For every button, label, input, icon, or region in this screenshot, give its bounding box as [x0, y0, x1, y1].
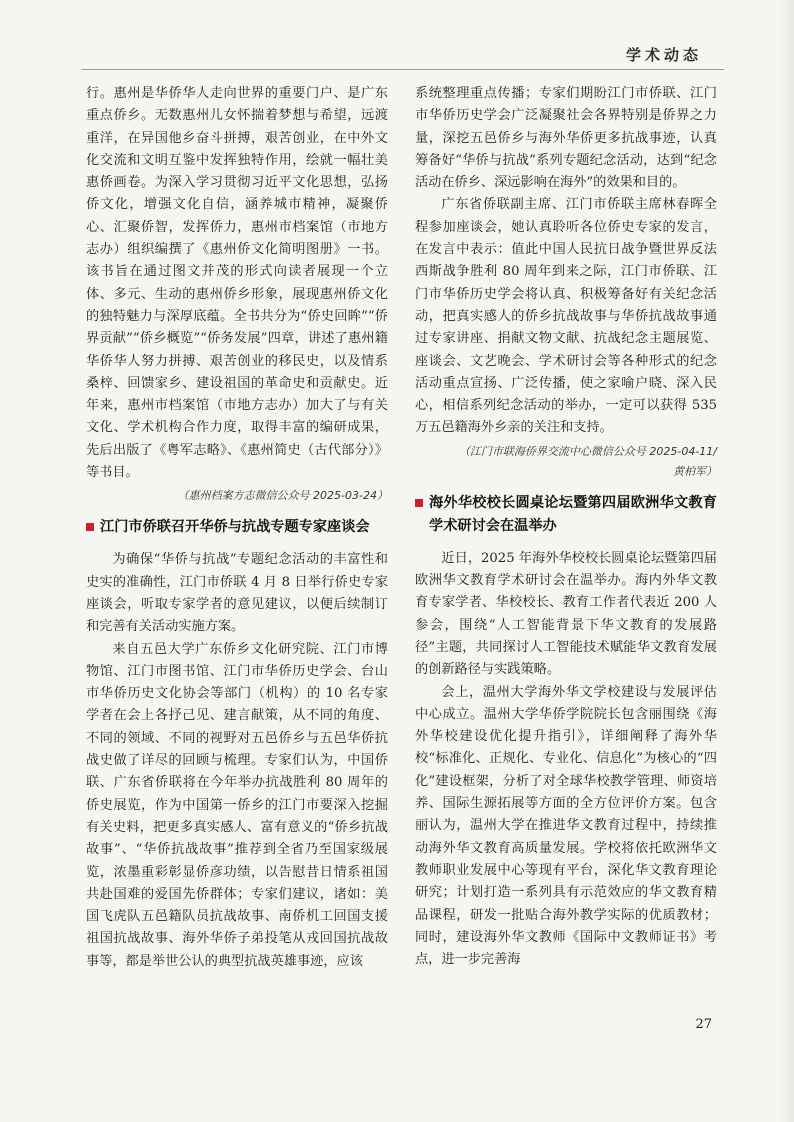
left-column	[86, 83, 388, 973]
article-paragraph: 会上，温州大学海外华文学校建设与发展评估中心成立。温州大学华侨学院院长包含丽围绕《海外华校建设优化提升指引》，详细阐释了海外华校“标准化、正规化、专业化、信息化”为核心的“四化”建设框架，分析了对全球华校教学管理、师资培养、国际生源拓展等方面的全方位评价方案。包含丽认为，温州大学在推进华文教育过程中，持续推动海外华文教育高质量发展。学校将依托欧洲华文教师职业发展中心等现有平台，深化华文教育理论研究；计划打造一系列具有示范效应的华文教育精品课程，研发一批贴合海外教学实际的优质教材；同时，建设海外华文教师《国际中文教师证书》考点，进一步完善海	[415, 684, 717, 968]
header-divider	[82, 69, 724, 70]
article-paragraph: 为确保“华侨与抗战”专题纪念活动的丰富性和史实的准确性，江门市侨联 4 月 8 日举行侨史专家座谈会，听取专家学者的意见建议，以便后续制订和完善有关活动实施方案。	[86, 552, 388, 635]
article-source-citation: （江门市联海侨界交流中心微信公众号 2025-04-11/	[458, 444, 717, 458]
article-heading-overseas-schools	[415, 492, 717, 538]
article-heading-jiangmen	[86, 516, 388, 539]
intro-source-citation: （惠州档案方志微信公众号 2025-03-24）	[177, 489, 388, 503]
page-number: 27	[695, 1017, 712, 1032]
heading-square-icon	[415, 499, 423, 507]
article-source-author: 黄柏军）	[673, 464, 717, 478]
section-header-title: 学术动态	[625, 46, 702, 64]
intro-paragraph: 行。惠州是华侨华人走向世界的重要门户、是广东重点侨乡。无数惠州儿女怀揣着梦想与希望，远渡重洋，在异国他乡奋斗拼搏，艰苦创业，在中外文化交流和文明互鉴中发挥独特作用，绘就一幅壮美惠侨画卷。为深入学习贯彻习近平文化思想，弘扬侨文化，增强文化自信，涵养城市精神，凝聚侨心、汇聚侨智，发挥侨力，惠州市档案馆（市地方志办）组织编撰了《惠州侨文化简明图册》一书。该书旨在通过图文并茂的形式向读者展现一个立体、多元、生动的惠州侨乡形象，展现惠州侨文化的独特魅力与深厚底蕴。全书共分为“侨史回眸”“侨界贡献”“侨乡概览”“侨务发展”四章，讲述了惠州籍华侨华人努力拼搏、艰苦创业的移民史，以及情系桑梓、回馈家乡、建设祖国的革命史和贡献史。近年来，惠州市档案馆（市地方志办）加大了与有关文化、学术机构合作力度，取得丰富的编研成果，先后出版了《粤军志略》、《惠州简史（古代部分）》等书目。	[86, 86, 388, 481]
article-paragraph-continued: 系统整理重点传播；专家们期盼江门市侨联、江门市华侨历史学会广泛凝聚社会各界特别是侨界之力量，深挖五邑侨乡与海外华侨更多抗战事迹，认真筹备好“华侨与抗战”系列专题纪念活动，达到“纪念活动在侨乡、深远影响在海外”的效果和目的。	[415, 86, 717, 191]
article-paragraph: 来自五邑大学广东侨乡文化研究院、江门市博物馆、江门市图书馆、江门市华侨历史学会、台山市华侨历史文化协会等部门（机构）的 10 名专家学者在会上各抒己见、建言献策，从不同的角度、不同的领域、不同的视野对五邑侨乡与五邑华侨抗战史做了详尽的回顾与梳理。专家们认为，中国侨联、广东省侨联将在今年举办抗战胜利 80 周年的侨史展览，作为中国第一侨乡的江门市要深入挖掘有关史料，把更多真实感人、富有意义的“侨乡抗战故事”、“华侨抗战故事”推荐到全省乃至国家级展览，浓墨重彩彰显侨彦功绩，以告慰昔日情系祖国共赴国难的爱国先侨群体；专家们建议，诸如：美国飞虎队五邑籍队员抗战故事、南侨机工回国支援祖国抗战故事、海外华侨子弟投笔从戎回国抗战故事等，都是举世公认的典型抗战英雄事迹，应该	[86, 641, 388, 969]
article-heading-text: 江门市侨联召开华侨与抗战专题专家座谈会	[100, 519, 370, 536]
article-paragraph: 近日，2025 年海外华校校长圆桌论坛暨第四届欧洲华文教育学术研讨会在温举办。海内外华文教育专家学者、华校校长、教育工作者代表近 200 人参会，围绕“人工智能背景下华文教育的发展路径”主题，共同探讨人工智能技术赋能华文教育发展的创新路径与实践策略。	[415, 550, 717, 678]
heading-square-icon	[86, 523, 94, 531]
binding-shadow	[780, 0, 794, 1122]
article-paragraph: 广东省侨联副主席、江门市侨联主席林春晖全程参加座谈会，她认真聆听各位侨史专家的发言，在发言中表示：值此中国人民抗日战争暨世界反法西斯战争胜利 80 周年到来之际，江门市侨联、江门市华侨历史学会将认真、积极筹备好有关纪念活动，把真实感人的侨乡抗战故事与华侨抗战故事通过专家讲座、捐献文物文献、抗战纪念主题展览、座谈会、文艺晚会、学术研讨会等各种形式的纪念活动重点宣扬、广泛传播，使之家喻户晓、深入民心，相信系列纪念活动的举办，一定可以获得 535 万五邑籍海外乡亲的关注和支持。	[415, 197, 717, 436]
article-heading-text: 海外华校校长圆桌论坛暨第四届欧洲华文教育学术研讨会在温举办	[429, 494, 717, 534]
right-column	[415, 83, 717, 971]
